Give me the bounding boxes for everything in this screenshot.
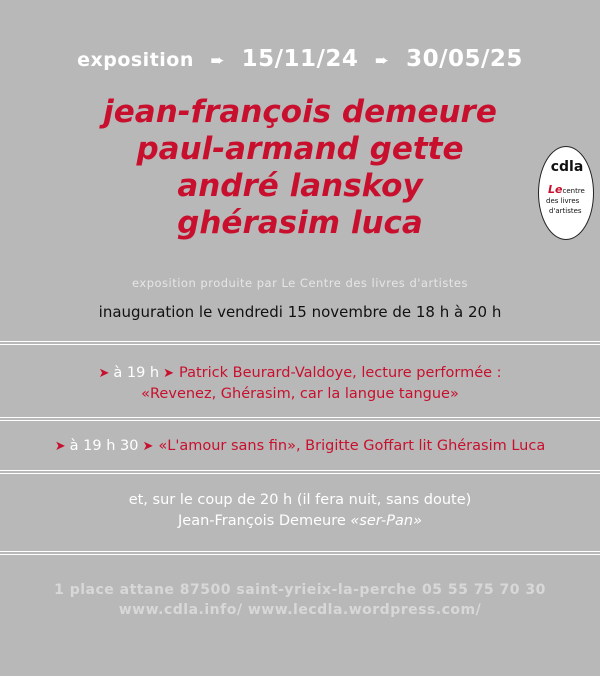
divider	[0, 417, 600, 421]
logo-artistes: d'artistes	[549, 207, 582, 215]
closing-artist: Jean-François Demeure	[178, 513, 346, 529]
arrowhead-icon: ➤	[54, 439, 66, 454]
artist-list	[60, 94, 540, 242]
divider	[0, 341, 600, 345]
closing-line: et, sur le coup de 20 h (il fera nuit, sans doute)	[128, 492, 472, 508]
artist-name: paul-armand gette	[136, 131, 464, 167]
event-title: «L'amour sans fin», Brigitte Goffart lit Ghérasim Luca	[158, 438, 546, 454]
date-end: 30/05/25	[406, 46, 523, 72]
logo-le-centre	[548, 183, 585, 196]
produced-by-text: exposition produite par Le Centre des livres d'artistes	[132, 276, 468, 290]
event-reading	[0, 363, 600, 405]
artist-name: andré lanskoy	[177, 168, 423, 204]
event-time: à 19 h 30	[69, 438, 139, 454]
arrowhead-icon: ➤	[98, 366, 110, 381]
divider	[0, 551, 600, 555]
divider	[0, 470, 600, 474]
inauguration-text: inauguration le vendredi 15 novembre de 18 h à 20 h	[98, 303, 502, 321]
arrow-right-icon: ➨	[210, 51, 226, 71]
event-subtitle: «Revenez, Ghérasim, car la langue tangue»	[141, 386, 459, 402]
website-links: www.cdla.info/ www.lecdla.wordpress.com/	[118, 602, 482, 618]
arrowhead-icon: ➤	[142, 439, 154, 454]
exhibition-dates	[0, 46, 600, 72]
exhibition-label: exposition	[77, 49, 194, 71]
logo-des-livres: des livres	[546, 197, 580, 205]
closing-note	[0, 490, 600, 532]
logo-name: cdla	[550, 159, 584, 175]
contact-info	[0, 580, 600, 620]
artist-name: ghérasim luca	[177, 205, 423, 241]
date-start: 15/11/24	[241, 46, 359, 72]
arrow-right-icon: ➨	[374, 51, 390, 71]
logo-centre: centre	[562, 187, 585, 195]
event-title: Patrick Beurard-Valdoye, lecture performée :	[179, 365, 502, 381]
closing-work: «ser-Pan»	[350, 513, 422, 529]
logo-le: Le	[548, 183, 563, 196]
arrowhead-icon: ➤	[163, 366, 174, 381]
artist-name: jean-françois demeure	[103, 94, 497, 130]
event-time: à 19 h	[113, 365, 160, 381]
event-lecture	[0, 438, 600, 454]
cdla-logo	[538, 146, 594, 240]
postal-address: 1 place attane 87500 saint-yrieix-la-perche 05 55 75 70 30	[54, 582, 546, 598]
